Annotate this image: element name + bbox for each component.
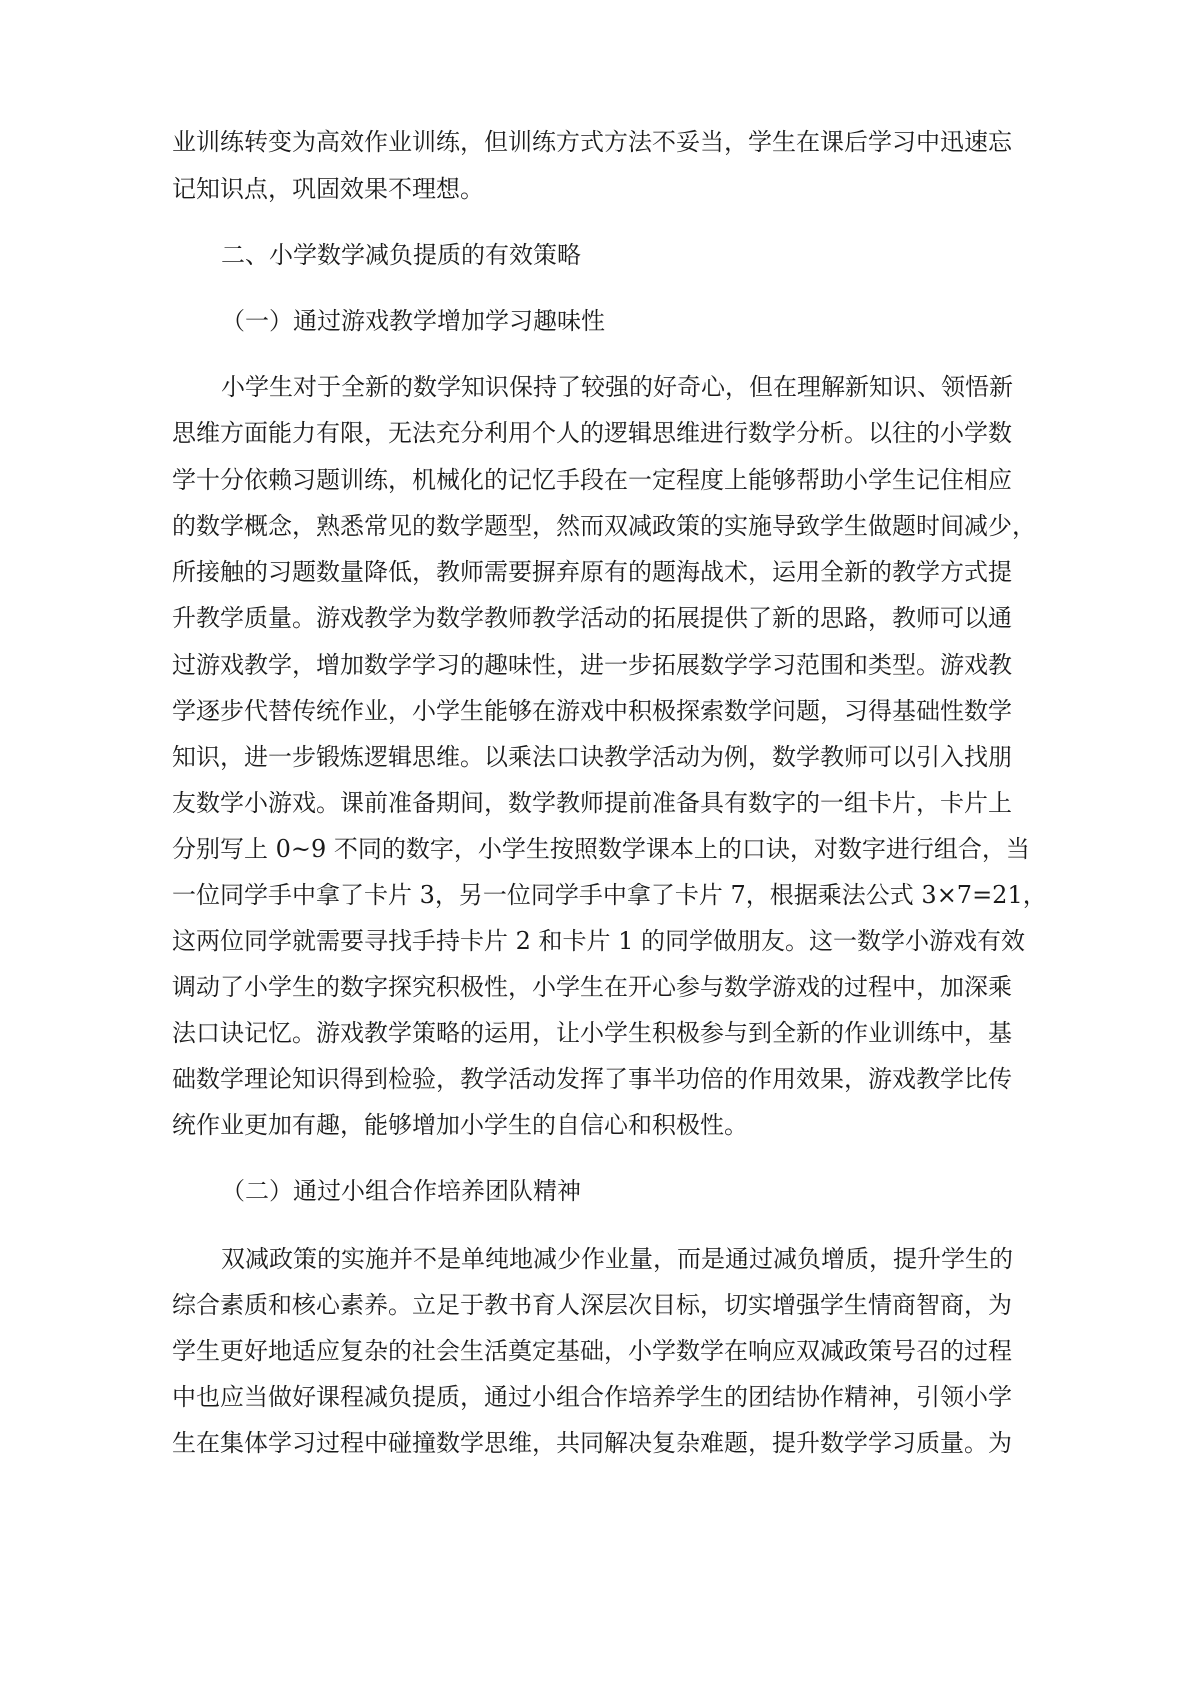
paragraph-line: 业训练转变为高效作业训练，但训练方式方法不妥当，学生在课后学习中迅速忘 (172, 128, 1012, 156)
paragraph-line: 所接触的习题数量降低，教师需要摒弃原有的题海战术，运用全新的教学方式提 (172, 558, 1012, 586)
subsection-heading: （二）通过小组合作培养团队精神 (221, 1177, 581, 1205)
paragraph-line: 生在集体学习过程中碰撞数学思维，共同解决复杂难题，提升数学学习质量。为 (172, 1429, 1012, 1457)
paragraph-line: 学十分依赖习题训练，机械化的记忆手段在一定程度上能够帮助小学生记住相应 (172, 466, 1012, 494)
paragraph-line: 友数学小游戏。课前准备期间，数学教师提前准备具有数字的一组卡片，卡片上 (172, 789, 1012, 817)
paragraph-line: 记知识点，巩固效果不理想。 (172, 175, 484, 203)
paragraph-line: 学生更好地适应复杂的社会生活奠定基础，小学数学在响应双减政策号召的过程 (172, 1337, 1012, 1365)
paragraph-line: 中也应当做好课程减负提质，通过小组合作培养学生的团结协作精神，引领小学 (172, 1383, 1012, 1411)
paragraph-line: 综合素质和核心素养。立足于教书育人深层次目标，切实增强学生情商智商，为 (172, 1291, 1012, 1319)
paragraph-line: 思维方面能力有限，无法充分利用个人的逻辑思维进行数学分析。以往的小学数 (172, 419, 1012, 447)
section-heading: 二、小学数学减负提质的有效策略 (221, 241, 581, 269)
paragraph-line: 统作业更加有趣，能够增加小学生的自信心和积极性。 (172, 1111, 748, 1139)
paragraph-line: 础数学理论知识得到检验，教学活动发挥了事半功倍的作用效果，游戏教学比传 (172, 1065, 1012, 1093)
paragraph-line: 调动了小学生的数字探究积极性，小学生在开心参与数学游戏的过程中，加深乘 (172, 973, 1012, 1001)
paragraph-line: 小学生对于全新的数学知识保持了较强的好奇心，但在理解新知识、领悟新 (221, 373, 1013, 401)
subsection-heading: （一）通过游戏教学增加学习趣味性 (221, 307, 605, 335)
paragraph-line: 法口诀记忆。游戏教学策略的运用，让小学生积极参与到全新的作业训练中，基 (172, 1019, 1012, 1047)
paragraph-line: 知识，进一步锻炼逻辑思维。以乘法口诀教学活动为例，数学教师可以引入找朋 (172, 743, 1012, 771)
paragraph-line: 升教学质量。游戏教学为数学教师教学活动的拓展提供了新的思路，教师可以通 (172, 604, 1012, 632)
paragraph-line: 这两位同学就需要寻找手持卡片 2 和卡片 1 的同学做朋友。这一数学小游戏有效 (172, 927, 1026, 955)
paragraph-line: 学逐步代替传统作业，小学生能够在游戏中积极探索数学问题，习得基础性数学 (172, 697, 1012, 725)
paragraph-line: 的数学概念，熟悉常见的数学题型，然而双减政策的实施导致学生做题时间减少， (172, 512, 1036, 540)
paragraph-line: 过游戏教学，增加数学学习的趣味性，进一步拓展数学学习范围和类型。游戏教 (172, 651, 1012, 679)
paragraph-line: 分别写上 0~9 不同的数字，小学生按照数学课本上的口诀，对数字进行组合，当 (172, 835, 1030, 863)
paragraph-line: 一位同学手中拿了卡片 3，另一位同学手中拿了卡片 7，根据乘法公式 3×7=21， (172, 881, 1047, 909)
paragraph-line: 双减政策的实施并不是单纯地减少作业量，而是通过减负增质，提升学生的 (221, 1245, 1013, 1273)
